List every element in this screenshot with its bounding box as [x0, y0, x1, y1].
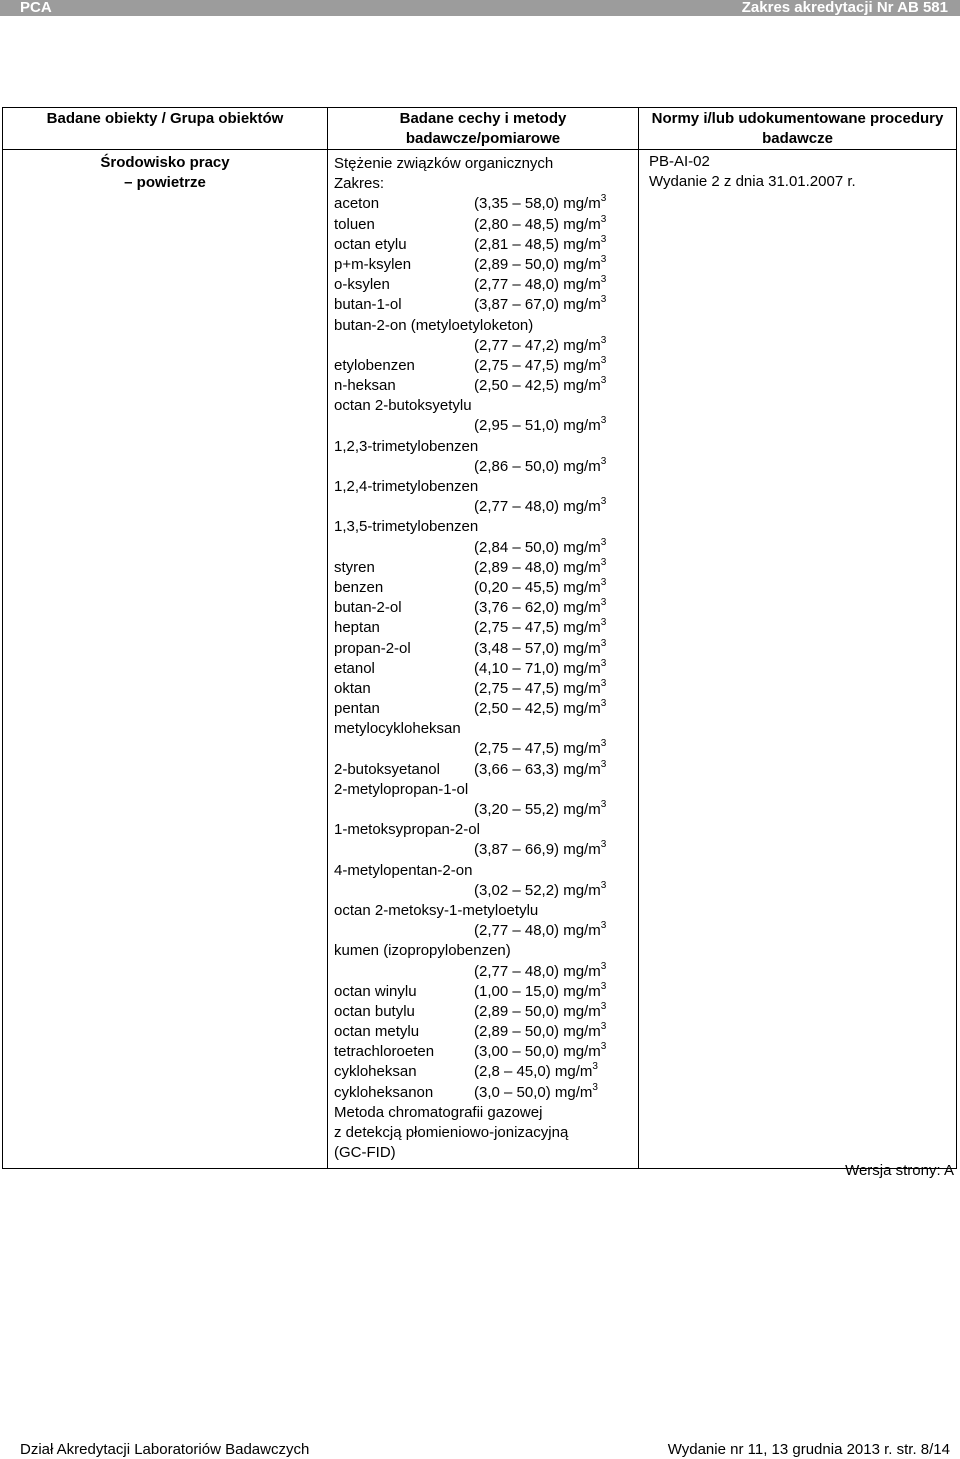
- compound-name: metylocykloheksan: [334, 720, 461, 738]
- header-objects: Badane obiekty / Grupa obiektów: [3, 108, 328, 150]
- compound-range: (2,77 – 48,0) $mg/m^3$: [474, 274, 607, 294]
- list-item: [328, 1042, 638, 1062]
- compound-range: (2,89 – 50,0) $mg/m^3$: [474, 253, 607, 273]
- compound-range: (3,20 – 55,2) $mg/m^3$: [474, 799, 607, 818]
- norms-cell: [639, 150, 957, 1169]
- list-item: [328, 376, 638, 396]
- list-item: [328, 598, 638, 618]
- header-right: Zakres akredytacji Nr AB 581: [741, 0, 948, 16]
- compound-range: (3,76 – 62,0) $mg/m^3$: [474, 597, 607, 617]
- compound-name: oktan: [334, 679, 371, 697]
- list-item: [328, 295, 638, 315]
- list-item: [328, 1083, 638, 1103]
- list-item: [328, 396, 638, 416]
- compound-range: (3,87 – 66,9) $mg/m^3$: [474, 839, 607, 859]
- compound-name: 1-metoksypropan-2-ol: [334, 821, 480, 839]
- top-header-bar: [0, 0, 960, 16]
- list-item: [328, 477, 638, 497]
- objects-cell: [3, 150, 328, 1169]
- list-item: [328, 639, 638, 659]
- compound-name: octan etylu: [334, 235, 407, 253]
- compound-name: n-heksan: [334, 377, 396, 395]
- list-item: [328, 275, 638, 295]
- compound-name: butan-2-on (metyloetyloketon): [334, 316, 534, 334]
- list-item-range: [328, 416, 638, 436]
- compound-name: octan 2-butoksyetylu: [334, 397, 472, 415]
- list-item: [328, 780, 638, 800]
- compound-range: (0,20 – 45,5) $mg/m^3$: [474, 576, 607, 596]
- list-item-range: [328, 457, 638, 477]
- compound-range: (2,50 – 42,5) $mg/m^3$: [474, 375, 607, 395]
- compound-name: propan-2-ol: [334, 639, 411, 657]
- compound-range: (2,81 – 48,5) $mg/m^3$: [474, 233, 607, 253]
- list-item-range: [328, 739, 638, 759]
- compound-name: butan-2-ol: [334, 599, 402, 617]
- compound-range: (2,95 – 51,0) $mg/m^3$: [474, 415, 607, 435]
- method-desc-2: z detekcją płomieniowo-jonizacyjną: [334, 1124, 569, 1141]
- compound-name: 2-butoksyetanol: [334, 760, 440, 778]
- range-label: Zakres:: [334, 175, 385, 193]
- list-item-range: [328, 538, 638, 558]
- compound-range: (2,75 – 47,5) $mg/m^3$: [474, 677, 607, 697]
- list-item: [328, 517, 638, 537]
- compound-name: octan butylu: [334, 1002, 415, 1020]
- list-item: [328, 356, 638, 376]
- compound-name: o-ksylen: [334, 276, 390, 294]
- compound-name: cykloheksan: [334, 1063, 417, 1081]
- compound-name: octan metylu: [334, 1023, 420, 1041]
- compound-name: 1,3,5-trimetylobenzen: [334, 518, 479, 536]
- list-item: [328, 861, 638, 881]
- list-item: [328, 941, 638, 961]
- list-item: [328, 1002, 638, 1022]
- footer-left: Dział Akredytacji Laboratoriów Badawczych: [20, 1441, 310, 1458]
- list-item: [328, 699, 638, 719]
- list-item: [328, 194, 638, 214]
- compound-name: octan 2-metoksy-1-metyloetylu: [334, 901, 539, 919]
- compound-range: (1,00 – 15,0) $mg/m^3$: [474, 980, 607, 1000]
- compound-range: (2,77 – 48,0) $mg/m^3$: [474, 496, 607, 516]
- compound-range: (2,84 – 50,0) $mg/m^3$: [474, 536, 607, 556]
- compound-range: (3,02 – 52,2) $mg/m^3$: [474, 879, 607, 899]
- compound-range: (2,89 – 50,0) $mg/m^3$: [474, 1000, 607, 1020]
- header-norms: Normy i/lub udokumentowane procedury badawcze: [639, 108, 957, 150]
- list-item: [328, 215, 638, 235]
- object-line-2: – powietrze: [124, 174, 206, 191]
- compound-range: (3,00 – 50,0) $mg/m^3$: [474, 1041, 607, 1061]
- compound-name: pentan: [334, 700, 380, 718]
- compound-range: (3,0 – 50,0) $mg/m^3$: [474, 1081, 598, 1101]
- compound-name: kumen (izopropylobenzen): [334, 942, 511, 960]
- accreditation-table: [2, 107, 957, 1169]
- list-item: [328, 679, 638, 699]
- compound-range: (2,89 – 48,0) $mg/m^3$: [474, 556, 607, 576]
- list-item: [328, 820, 638, 840]
- list-item-range: [328, 840, 638, 860]
- compound-range: (2,80 – 48,5) $mg/m^3$: [474, 213, 607, 233]
- compound-range: (3,66 – 63,3) $mg/m^3$: [474, 758, 607, 778]
- list-item-range: [328, 800, 638, 820]
- list-item: [328, 659, 638, 679]
- list-item-range: [328, 962, 638, 982]
- method-title: Stężenie związków organicznych: [334, 155, 554, 172]
- norm-edition: Wydanie 2 z dnia 31.01.2007 r.: [649, 173, 856, 190]
- compound-name: butan-1-ol: [334, 296, 402, 314]
- list-item: [328, 558, 638, 578]
- list-item: [328, 618, 638, 638]
- list-item-range: [328, 921, 638, 941]
- compound-name: toluen: [334, 215, 375, 233]
- compound-name: cykloheksanon: [334, 1083, 434, 1101]
- table-header-row: [3, 108, 957, 150]
- compound-range: (2,89 – 50,0) $mg/m^3$: [474, 1021, 607, 1041]
- methods-cell: [328, 150, 639, 1169]
- norm-code: PB-AI-02: [649, 153, 710, 170]
- list-item: [328, 235, 638, 255]
- compound-range: (2,77 – 47,2) $mg/m^3$: [474, 334, 607, 354]
- compound-list: [328, 194, 638, 1102]
- compound-range: (2,75 – 47,5) $mg/m^3$: [474, 354, 607, 374]
- method-desc-1: Metoda chromatografii gazowej: [334, 1103, 543, 1121]
- compound-name: tetrachloroeten: [334, 1043, 435, 1061]
- method-desc-3: (GC-FID): [334, 1144, 396, 1162]
- header-methods: Badane cechy i metody badawcze/pomiarowe: [328, 108, 639, 150]
- compound-range: (3,48 – 57,0) $mg/m^3$: [474, 637, 607, 657]
- compound-name: 1,2,3-trimetylobenzen: [334, 437, 479, 455]
- list-item: [328, 437, 638, 457]
- compound-name: aceton: [334, 195, 380, 213]
- compound-name: 4-metylopentan-2-on: [334, 861, 473, 879]
- list-item-range: [328, 497, 638, 517]
- list-item: [328, 255, 638, 275]
- list-item: [328, 982, 638, 1002]
- list-item: [328, 719, 638, 739]
- compound-range: (2,75 – 47,5) $mg/m^3$: [474, 617, 607, 637]
- list-item: [328, 578, 638, 598]
- list-item: [328, 1062, 638, 1082]
- compound-name: etylobenzen: [334, 356, 415, 374]
- compound-range: (2,50 – 42,5) $mg/m^3$: [474, 698, 607, 718]
- object-line-1: Środowisko pracy: [100, 154, 230, 171]
- list-item-range: [328, 881, 638, 901]
- compound-name: 1,2,4-trimetylobenzen: [334, 478, 479, 495]
- table-row: [3, 150, 957, 1169]
- compound-range: (3,35 – 58,0) $mg/m^3$: [474, 193, 607, 213]
- compound-range: (3,87 – 67,0) $mg/m^3$: [474, 294, 607, 314]
- compound-range: (2,77 – 48,0) $mg/m^3$: [474, 960, 607, 980]
- compound-name: etanol: [334, 659, 375, 677]
- compound-range: (2,77 – 48,0) $mg/m^3$: [474, 920, 607, 940]
- compound-range: (2,75 – 47,5) $mg/m^3$: [474, 738, 607, 758]
- compound-name: styren: [334, 558, 375, 576]
- header-left: PCA: [20, 0, 52, 16]
- list-item: [328, 901, 638, 921]
- list-item: [328, 760, 638, 780]
- compound-range: (2,8 – 45,0) $mg/m^3$: [474, 1061, 598, 1081]
- footer-right: Wydanie nr 11, 13 grudnia 2013 r. str. 8/14: [667, 1441, 950, 1458]
- page-version: Wersja strony: A: [845, 1162, 954, 1179]
- compound-name: benzen: [334, 578, 384, 596]
- list-item: [328, 1022, 638, 1042]
- list-item-range: [328, 336, 638, 356]
- list-item: [328, 316, 638, 336]
- compound-name: heptan: [334, 619, 380, 637]
- compound-name: p+m-ksylen: [334, 255, 412, 273]
- compound-name: octan winylu: [334, 982, 417, 1000]
- compound-range: (4,10 – 71,0) $mg/m^3$: [474, 657, 607, 677]
- compound-range: (2,86 – 50,0) $mg/m^3$: [474, 455, 607, 475]
- compound-name: 2-metylopropan-1-ol: [334, 780, 469, 798]
